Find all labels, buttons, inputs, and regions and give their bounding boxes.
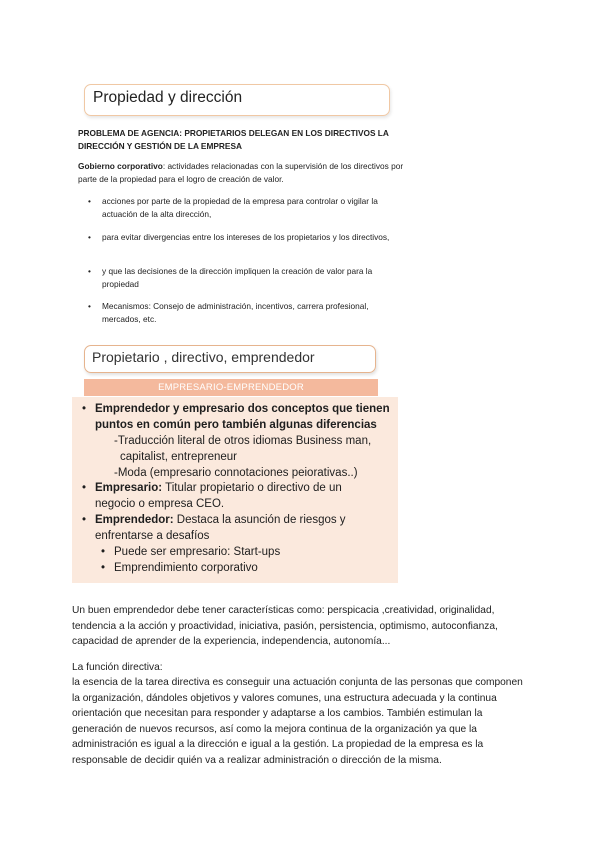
sub-list-item: • Emprendimiento corporativo	[114, 561, 258, 577]
bullet-text-continuation	[95, 418, 377, 434]
bullet-text-continuation: enfrentarse a desafíos	[95, 530, 210, 542]
slide2-title-box	[84, 345, 376, 373]
list-item: • para evitar divergencias entre los intereses de los propietarios y los directivos,	[86, 231, 398, 244]
corporate-governance-definition	[78, 160, 408, 185]
entrepreneur-qualities-paragraph: Un buen emprendedor debe tener características como: perspicacia ,creatividad, originalidad, tendencia a la acción y proactividad, iniciativa, pasión, persistencia, optimismo, autoconfianza, capacidad de aprender de la experiencia, independencia, autonomía...	[72, 605, 498, 648]
corporate-governance-term: Gobierno corporativo	[78, 161, 163, 171]
list-item	[95, 513, 346, 529]
list-item: • acciones por parte de la propiedad de la empresa para controlar o vigilar la actuación de la alta dirección,	[86, 195, 398, 220]
sub-item: -Traducción literal de otros idiomas Business man,	[114, 435, 372, 447]
bullet-term: Emprendedor:	[95, 514, 174, 526]
bullet-text: puntos en común pero también algunas diferencias	[95, 419, 377, 431]
bullet-text: Titular propietario o directivo de un	[162, 482, 342, 494]
sub-item-continuation: capitalist, entrepreneur	[120, 451, 237, 463]
list-item	[95, 402, 390, 418]
corporate-governance-text: : actividades relacionadas con la supervisión de los directivos por parte de la propiedad para el logro de creación de valor.	[78, 161, 404, 184]
slide1-title-box	[84, 84, 390, 116]
list-item	[95, 481, 342, 497]
management-section-title: La función directiva:	[72, 662, 163, 673]
bullet-text: Destaca la asunción de riesgos y	[173, 514, 346, 526]
sub-list-item: • Puede ser empresario: Start-ups	[114, 545, 280, 561]
bullet-text: Emprendedor y empresario dos conceptos que tienen	[95, 403, 390, 415]
entrepreneur-banner: EMPRESARIO-EMPRENDEDOR	[84, 379, 378, 396]
slide2-title: Propietario , directivo, emprendedor	[92, 349, 315, 365]
slide1-title: Propiedad y dirección	[93, 89, 243, 106]
sub-item: -Moda (empresario connotaciones peiorativas..)	[114, 467, 358, 479]
bullet-text-continuation: negocio o empresa CEO.	[95, 498, 225, 510]
agency-problem-heading: PROBLEMA DE AGENCIA: PROPIETARIOS DELEGAN EN LOS DIRECTIVOS LA DIRECCIÓN Y GESTIÓN DE LA EMPRESA	[78, 128, 389, 151]
bullet-term: Empresario:	[95, 482, 163, 494]
management-function-paragraph: la esencia de la tarea directiva es conseguir una actuación conjunta de las personas que componen la organización, dándoles objetivos y valores comunes, una estructura adecuada y la continua orientación que necesitan para responder y adaptarse a los cambios. También estimulan la generación de nuevos recursos, así como la mejora continua de la organización ya que la administración es igual a la dirección e igual a la gestión. La propiedad de la empresa es la responsable de decidir quién va a realizar administración o dirección de la misma.	[72, 677, 523, 766]
list-item: • Mecanismos: Consejo de administración, incentivos, carrera profesional, mercados, etc.	[86, 300, 398, 325]
list-item: • y que las decisiones de la dirección impliquen la creación de valor para la propiedad	[86, 265, 398, 290]
